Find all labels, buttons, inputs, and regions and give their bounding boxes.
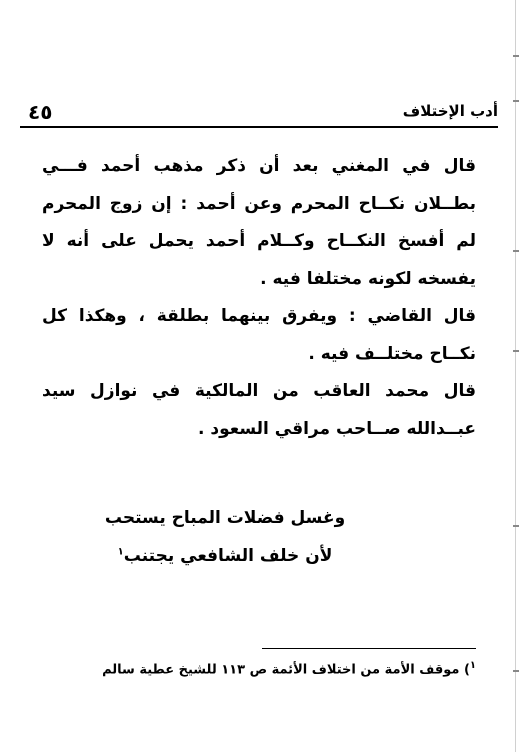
running-title: أدب الإختلاف <box>402 102 498 120</box>
footnote <box>60 660 476 677</box>
paragraph-qadi: قال القاضي : ويفرق بينهما بطلقة ، وهكذا كل نكــاح مختلــف فيه . <box>42 306 476 364</box>
edge-mark <box>513 250 519 252</box>
footnote-marker: ١ <box>469 660 476 671</box>
page-header <box>20 96 498 128</box>
verse-line-1: وغسل فضلات المباح يستحب <box>104 508 346 528</box>
edge-mark <box>513 55 519 57</box>
verse-line-2-text: لأن خلف الشافعي يجتنب <box>123 546 333 566</box>
edge-mark <box>513 525 519 527</box>
body-text <box>42 148 476 448</box>
page-number: ٤٥ <box>28 100 53 124</box>
edge-mark <box>513 670 519 672</box>
footnote-reference: ١ <box>117 546 124 558</box>
header-rule <box>20 126 498 128</box>
verse-line-2 <box>60 546 390 566</box>
paragraph-aqib: قال محمد العاقب من المالكية في نوازل سيد عبــدالله صــاحب مراقي السعود . <box>42 381 476 439</box>
footnote-rule <box>262 648 476 649</box>
paragraph-mughni: قال في المغني بعد أن ذكر مذهب أحمد فـــي بطــلان نكــاح المحرم وعن أحمد : إن زوج المحرم لم أفسخ النكــاح وكــلام أحمد يحمل على أنه لا يفسخه لكونه مختلفا فيه . <box>42 156 476 289</box>
page-edge <box>515 0 516 752</box>
footnote-text: ) موقف الأمة من اختلاف الأئمة ص ١١٣ للشيخ عطية سالم <box>102 662 470 678</box>
edge-mark <box>513 350 519 352</box>
edge-mark <box>513 100 519 102</box>
